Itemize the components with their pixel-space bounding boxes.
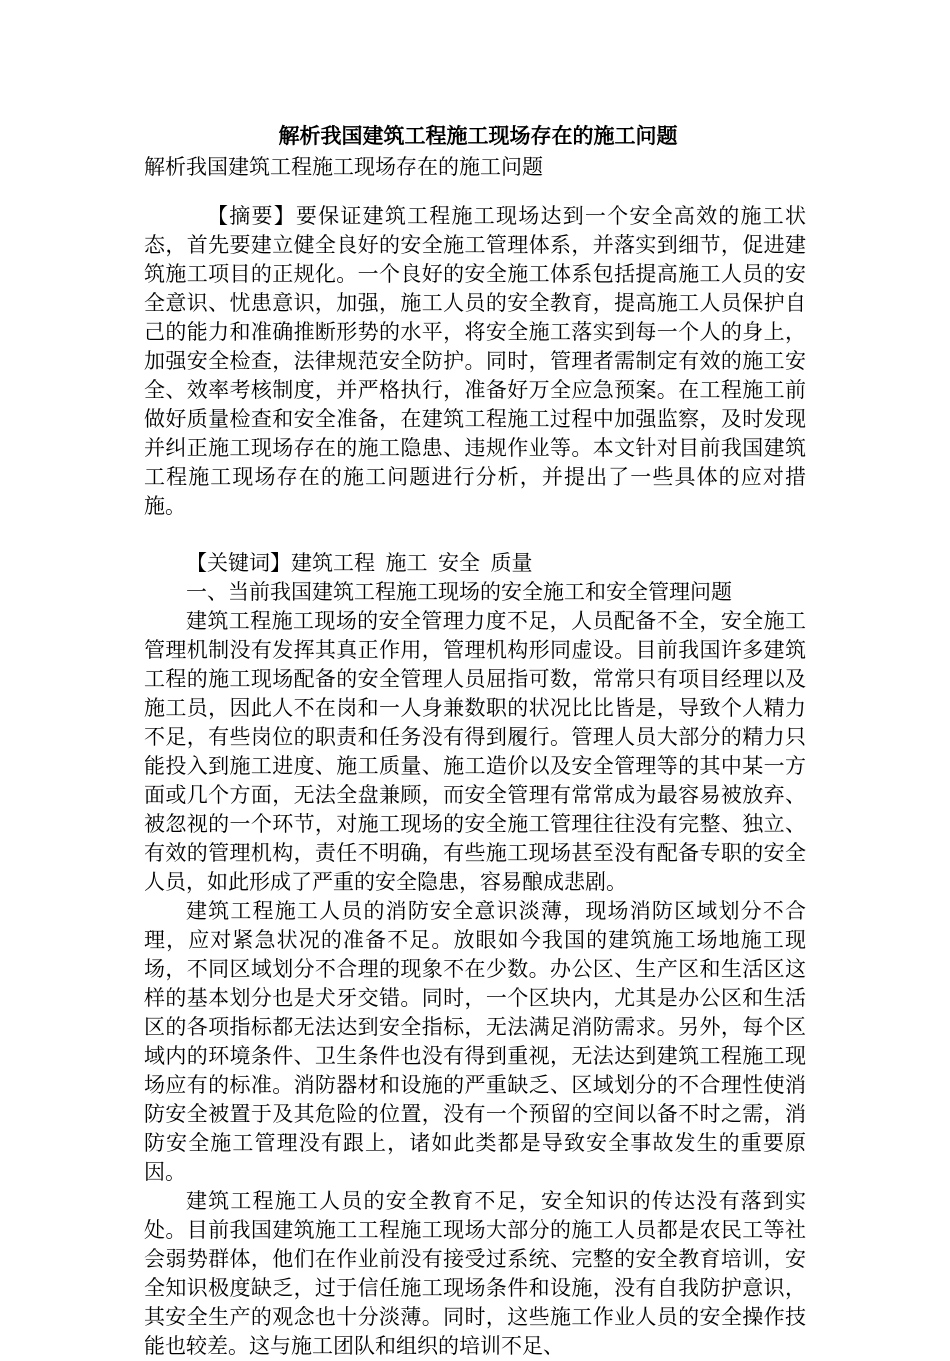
document-page bbox=[144, 119, 806, 1361]
keyword: 安全 bbox=[438, 551, 480, 575]
keywords-label: 【关键词】 bbox=[186, 551, 291, 575]
keyword: 施工 bbox=[385, 551, 428, 575]
document-subtitle: 解析我国建筑工程施工现场存在的施工问题 bbox=[144, 155, 543, 179]
body-paragraph: 建筑工程施工人员的安全教育不足，安全知识的传达没有落到实处。目前我国建筑施工工程施工现场大部分的施工人员都是农民工等社会弱势群体，他们在作业前没有接受过系统、完整的安全教育培训，安全知识极度缺乏，过于信任施工现场条件和设施，没有自我防护意识，其安全生产的观念也十分淡薄。同时，这些施工作业人员的安全操作技能也较差。这与施工团队和组织的培训不足、 bbox=[144, 1189, 806, 1358]
keyword: 建筑工程 bbox=[291, 551, 375, 575]
abstract-paragraph: 【摘要】要保证建筑工程施工现场达到一个安全高效的施工状态，首先要建立健全良好的安全施工管理体系，并落实到细节，促进建筑施工项目的正规化。一个良好的安全施工体系包括提高施工人员的安全意识、忧患意识，加强，施工人员的安全教育，提高施工人员保护自己的能力和准确推断形势的水平，将安全施工落实到每一个人的身上，加强安全检查，法律规范安全防护。同时，管理者需制定有效的施工安全、效率考核制度，并严格执行，准备好万全应急预案。在工程施工前做好质量检查和安全准备，在建筑工程施工过程中加强监察，及时发现并纠正施工现场存在的施工隐患、违规作业等。本文针对目前我国建筑工程施工现场存在的施工问题进行分析，并提出了一些具体的应对措施。 bbox=[144, 204, 806, 518]
body-paragraph: 建筑工程施工人员的消防安全意识淡薄，现场消防区域划分不合理，应对紧急状况的准备不足。放眼如今我国的建筑施工场地施工现场，不同区域划分不合理的现象不在少数。办公区、生产区和生活区这样的基本划分也是犬牙交错。同时，一个区块内，尤其是办公区和生活区的各项指标都无法达到安全指标，无法满足消防需求。另外，每个区域内的环境条件、卫生条件也没有得到重视，无法达到建筑工程施工现场应有的标准。消防器材和设施的严重缺乏、区域划分的不合理性使消防安全被置于及其危险的位置，没有一个预留的空间以备不时之需，消防安全施工管理没有跟上，诸如此类都是导致安全事故发生的重要原因。 bbox=[144, 899, 806, 1184]
keyword: 质量 bbox=[490, 551, 533, 575]
keywords-line bbox=[144, 549, 806, 578]
body-paragraph: 建筑工程施工现场的安全管理力度不足，人员配备不全，安全施工管理机制没有发挥其真正作用，管理机构形同虚设。目前我国许多建筑工程的施工现场配备的安全管理人员屈指可数，常常只有项目经理以及施工员，因此人不在岗和一人身兼数职的状况比比皆是，导致个人精力不足，有些岗位的职责和任务没有得到履行。管理人员大部分的精力只能投入到施工进度、施工质量、施工造价以及安全管理等的其中某一方面或几个方面，无法全盘兼顾，而安全管理有常常成为最容易被放弃、被忽视的一个环节，对施工现场的安全施工管理往往没有完整、独立、有效的管理机构，责任不明确，有些施工现场甚至没有配备专职的安全人员，如此形成了严重的安全隐患，容易酿成悲剧。 bbox=[144, 609, 806, 894]
document-title: 解析我国建筑工程施工现场存在的施工问题 bbox=[278, 123, 678, 148]
section-heading: 一、当前我国建筑工程施工现场的安全施工和安全管理问题 bbox=[186, 580, 732, 604]
